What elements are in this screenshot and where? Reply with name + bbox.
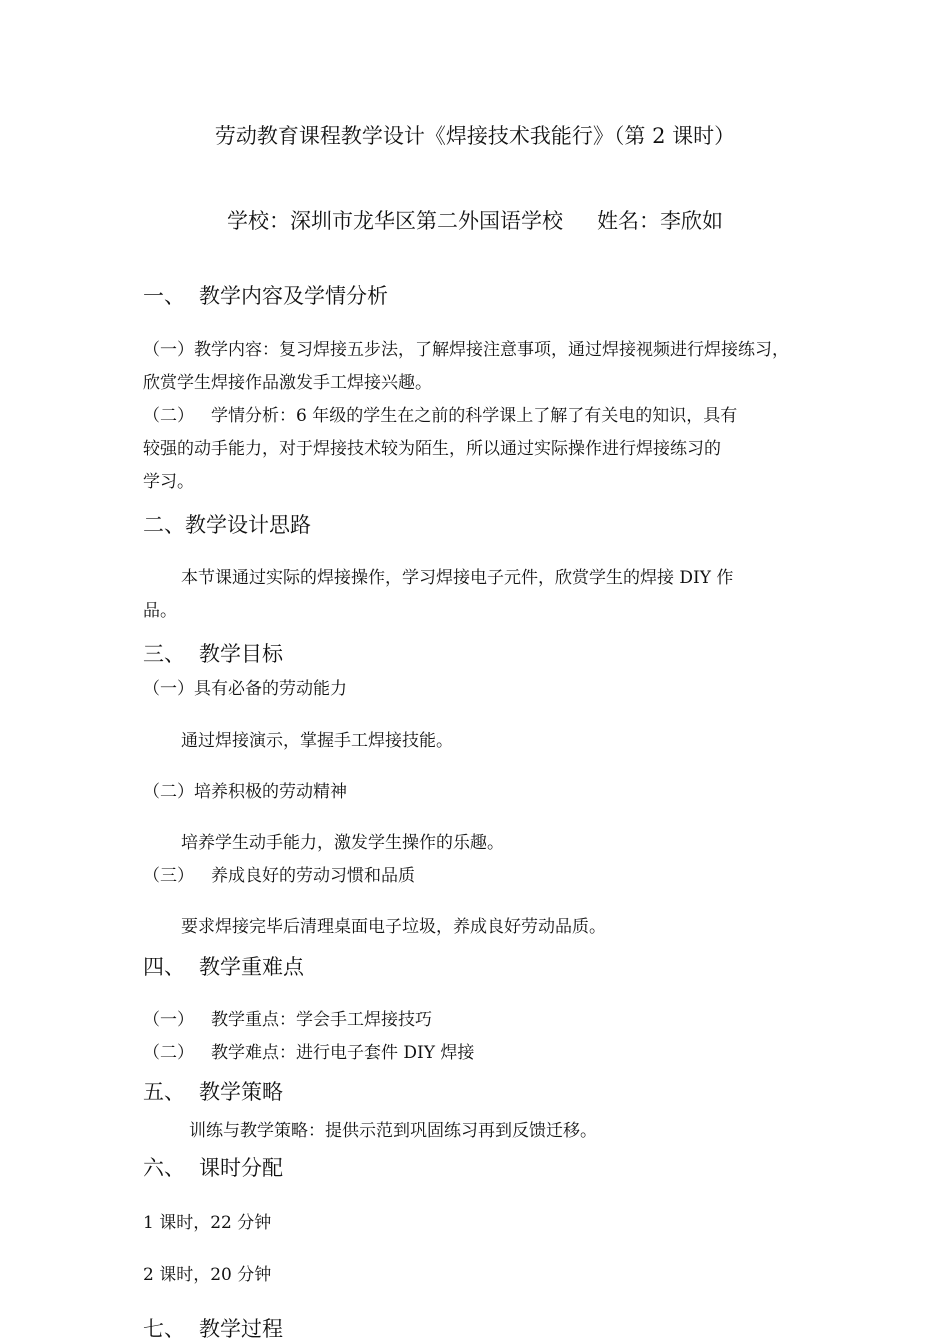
section-3-heading xyxy=(143,644,283,665)
student-analysis-line-1 xyxy=(143,408,737,425)
section-number: 三、 xyxy=(143,642,185,666)
goal-1-title: （一）具有必备的劳动能力 xyxy=(143,679,347,699)
period-2: 2 课时，20 分钟 xyxy=(143,1265,272,1285)
item-label: （二） xyxy=(143,1043,194,1063)
section-title: 教学内容及学情分析 xyxy=(199,284,388,308)
section-number: 一、 xyxy=(143,284,185,308)
section-number: 六、 xyxy=(143,1156,185,1180)
goal-2-title: （二）培养积极的劳动精神 xyxy=(143,782,347,802)
goal-1-text: 通过焊接演示，掌握手工焊接技能。 xyxy=(181,731,453,751)
section-4-heading xyxy=(143,957,304,978)
item-label: （三） xyxy=(143,866,194,886)
section-1-heading xyxy=(143,286,388,307)
goal-2-text: 培养学生动手能力，激发学生操作的乐趣。 xyxy=(181,833,504,853)
section-7-heading xyxy=(143,1319,283,1340)
document-title: 劳动教育课程教学设计《焊接技术我能行》（第 2 课时） xyxy=(214,124,736,148)
period-1: 1 课时，22 分钟 xyxy=(143,1213,272,1233)
design-idea-line-1: 本节课通过实际的焊接操作，学习焊接电子元件，欣赏学生的焊接 DIY 作 xyxy=(181,568,734,588)
student-analysis-line-2: 较强的动手能力，对于焊接技术较为陌生，所以通过实际操作进行焊接练习的 xyxy=(143,439,721,459)
section-number: 四、 xyxy=(143,955,185,979)
teaching-content-line-2: 欣赏学生焊接作品激发手工焊接兴趣。 xyxy=(143,373,432,393)
item-text: 教学难点：进行电子套件 DIY 焊接 xyxy=(211,1043,475,1063)
school-label: 学校：深圳市龙华区第二外国语学校 xyxy=(227,209,563,233)
section-6-heading xyxy=(143,1158,283,1179)
design-idea-line-2: 品。 xyxy=(143,601,177,621)
section-number: 七、 xyxy=(143,1317,185,1341)
item-text: 养成良好的劳动习惯和品质 xyxy=(211,866,415,886)
item-text: 学情分析：6 年级的学生在之前的科学课上了解了有关电的知识，具有 xyxy=(211,406,738,426)
section-2-heading: 二、教学设计思路 xyxy=(143,513,311,537)
difficult-point xyxy=(143,1045,474,1062)
section-5-heading xyxy=(143,1082,283,1103)
goal-3-text: 要求焊接完毕后清理桌面电子垃圾，养成良好劳动品质。 xyxy=(181,917,606,937)
section-number: 五、 xyxy=(143,1080,185,1104)
goal-3-title xyxy=(143,868,415,885)
section-title: 教学过程 xyxy=(199,1317,283,1341)
author-info xyxy=(0,211,950,232)
section-title: 教学策略 xyxy=(199,1080,283,1104)
section-title: 课时分配 xyxy=(199,1156,283,1180)
item-label: （二） xyxy=(143,406,194,426)
item-label: （一） xyxy=(143,1010,194,1030)
name-label: 姓名：李欣如 xyxy=(597,209,723,233)
student-analysis-line-3: 学习。 xyxy=(143,472,194,492)
strategy-text: 训练与教学策略：提供示范到巩固练习再到反馈迁移。 xyxy=(189,1121,597,1141)
item-text: 教学重点：学会手工焊接技巧 xyxy=(211,1010,432,1030)
section-title: 教学目标 xyxy=(199,642,283,666)
teaching-content-line-1: （一）教学内容：复习焊接五步法，了解焊接注意事项，通过焊接视频进行焊接练习， xyxy=(143,340,789,360)
key-point xyxy=(143,1012,432,1029)
section-title: 教学重难点 xyxy=(199,955,304,979)
